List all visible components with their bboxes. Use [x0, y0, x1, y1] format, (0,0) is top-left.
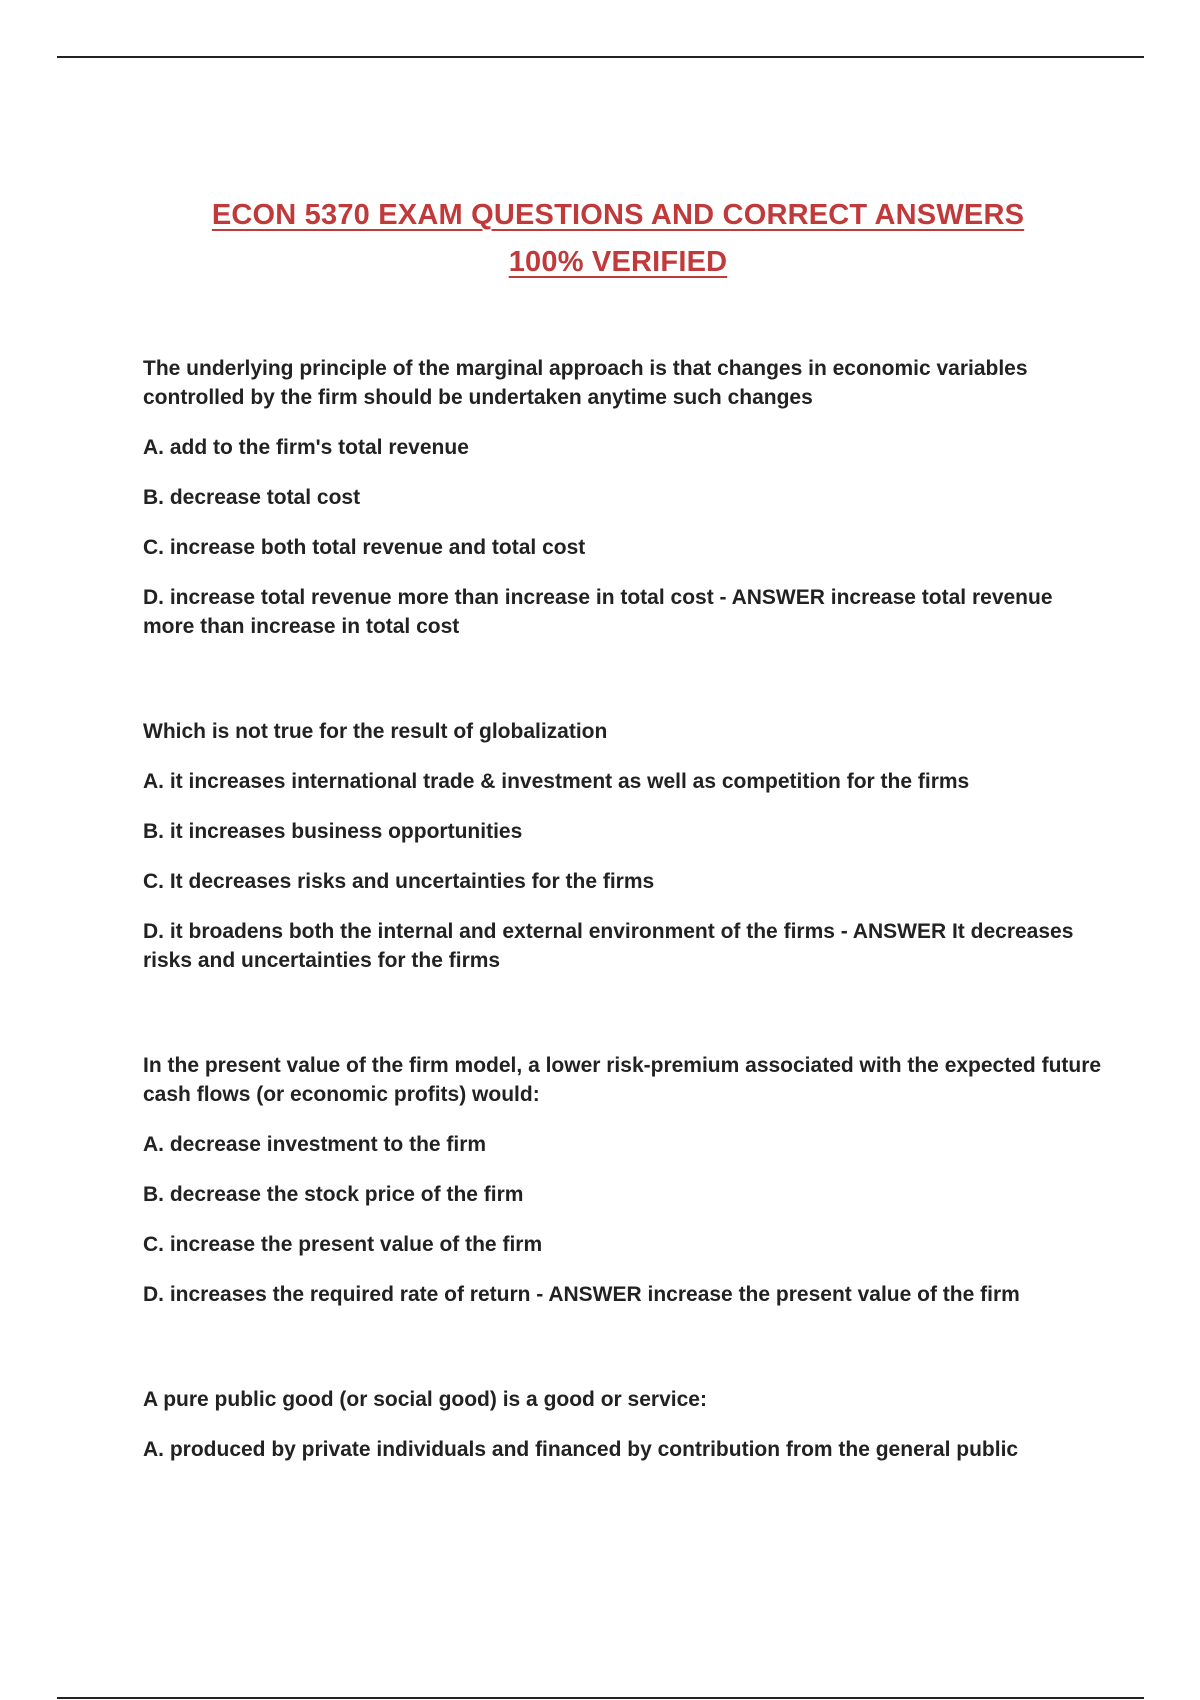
document-body	[143, 354, 1103, 1485]
answer-option: C. It decreases risks and uncertainties for the firms	[143, 870, 655, 893]
answer-option: B. it increases business opportunities	[143, 820, 523, 843]
question-text: In the present value of the firm model, a lower risk-premium associated with the expected future cash flows (or economic profits) would:	[143, 1054, 1102, 1106]
answer-option: A. decrease investment to the firm	[143, 1133, 487, 1156]
bottom-rule	[57, 1697, 1144, 1699]
answer-option: B. decrease total cost	[143, 486, 361, 509]
question-text: The underlying principle of the marginal approach is that changes in economic variables controlled by the firm should be undertaken anytime such changes	[143, 357, 1028, 409]
answer-option: D. increases the required rate of return - ANSWER increase the present value of the firm	[143, 1283, 1020, 1306]
answer-option: A. add to the firm's total revenue	[143, 436, 469, 459]
answer-option: A. it increases international trade & investment as well as competition for the firms	[143, 770, 970, 793]
question-text: A pure public good (or social good) is a good or service:	[143, 1388, 707, 1411]
question-block	[143, 717, 1103, 975]
question-block	[143, 1385, 1103, 1464]
top-rule	[57, 56, 1144, 58]
answer-option: C. increase both total revenue and total cost	[143, 536, 586, 559]
answer-option: C. increase the present value of the firm	[143, 1233, 543, 1256]
question-block	[143, 1051, 1103, 1309]
answer-option: A. produced by private individuals and financed by contribution from the general public	[143, 1438, 1019, 1461]
answer-option: D. it broadens both the internal and external environment of the firms - ANSWER It decreases risks and uncertainties for the firms	[143, 920, 1074, 972]
answer-option: B. decrease the stock price of the firm	[143, 1183, 524, 1206]
document-title	[0, 192, 1200, 286]
question-block	[143, 354, 1103, 641]
title-line-1: ECON 5370 EXAM QUESTIONS AND CORRECT ANSWERS	[211, 199, 1025, 231]
question-text: Which is not true for the result of globalization	[143, 720, 608, 743]
answer-option: D. increase total revenue more than increase in total cost - ANSWER increase total revenue more than increase in total cost	[143, 586, 1053, 638]
title-line-2: 100% VERIFIED	[508, 246, 728, 278]
